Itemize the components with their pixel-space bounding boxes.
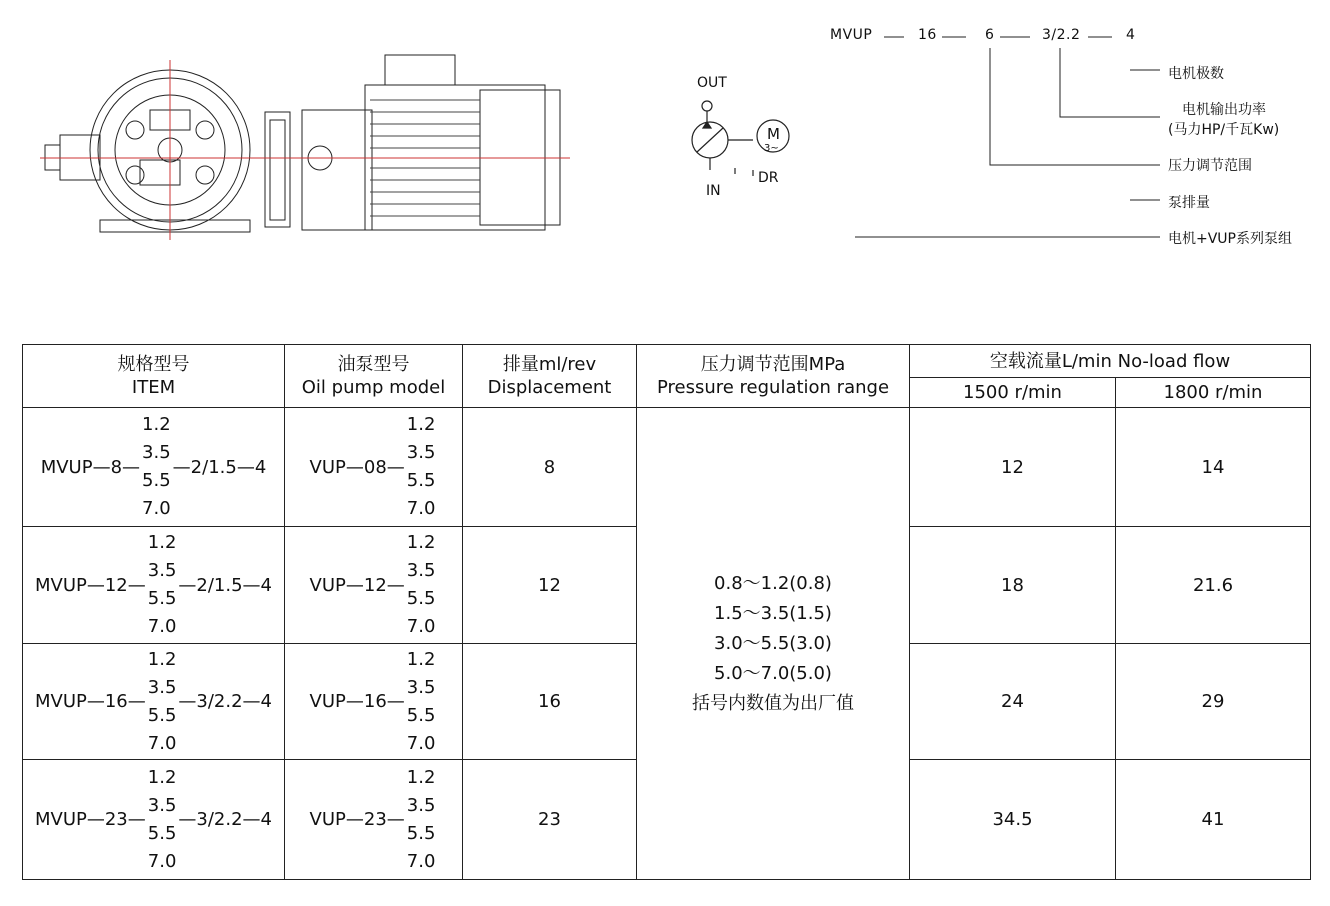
in-label: IN xyxy=(706,183,721,199)
legend-pump-set: 电机+VUP系列泵组 xyxy=(1168,231,1292,247)
flow-1800-cell: 21.6 xyxy=(1116,527,1311,644)
pump-cell: VUP—16— 1.2 3.5 5.5 7.0 xyxy=(285,644,463,760)
item-cell: MVUP—16— 1.2 3.5 5.5 7.0 —3/2.2—4 xyxy=(23,644,285,760)
table-row xyxy=(23,408,1311,527)
flow-1500-cell: 18 xyxy=(910,527,1116,644)
header-flow-1800: 1800 r/min xyxy=(1116,378,1311,408)
code-part-pressure: 6 xyxy=(985,27,995,43)
header-flow: 空载流量L/min No-load flow xyxy=(910,345,1311,378)
pressure-range-cell: 0.8～1.2(0.8) 1.5～3.5(1.5) 3.0～5.5(3.0) 5.0～7.0(5.0) 括号内数值为出厂值 xyxy=(637,408,910,880)
header-pump: 油泵型号 Oil pump model xyxy=(285,345,463,408)
header-displacement: 排量ml/rev Displacement xyxy=(463,345,637,408)
model-code-leader-lines xyxy=(0,0,1330,260)
displacement-cell: 12 xyxy=(463,527,637,644)
header-flow-1500: 1500 r/min xyxy=(910,378,1116,408)
flow-1800-cell: 14 xyxy=(1116,408,1311,527)
displacement-cell: 23 xyxy=(463,760,637,880)
legend-pressure-range: 压力调节范围 xyxy=(1168,158,1252,174)
code-part-poles: 4 xyxy=(1126,27,1136,43)
displacement-cell: 8 xyxy=(463,408,637,527)
pump-cell: VUP—08— 1.2 3.5 5.5 7.0 xyxy=(285,408,463,527)
spec-table xyxy=(22,344,1311,880)
item-cell: MVUP—12— 1.2 3.5 5.5 7.0 —2/1.5—4 xyxy=(23,527,285,644)
flow-1500-cell: 34.5 xyxy=(910,760,1116,880)
legend-power-units: (马力HP/千瓦Kw) xyxy=(1168,122,1280,138)
code-part-displacement: 16 xyxy=(918,27,937,43)
code-part-series: MVUP xyxy=(830,27,873,43)
flow-1500-cell: 24 xyxy=(910,644,1116,760)
displacement-cell: 16 xyxy=(463,644,637,760)
header-pressure: 压力调节范围MPa Pressure regulation range xyxy=(637,345,910,408)
item-cell: MVUP—8— 1.2 3.5 5.5 7.0 —2/1.5—4 xyxy=(23,408,285,527)
code-part-power: 3/2.2 xyxy=(1042,27,1081,43)
flow-1800-cell: 41 xyxy=(1116,760,1311,880)
out-label: OUT xyxy=(697,75,727,91)
legend-pump-displacement: 泵排量 xyxy=(1168,195,1210,211)
dr-label: DR xyxy=(758,170,779,186)
legend-motor-poles: 电机极数 xyxy=(1168,66,1224,82)
item-cell: MVUP—23— 1.2 3.5 5.5 7.0 —3/2.2—4 xyxy=(23,760,285,880)
motor-sub-label: 3~ xyxy=(764,143,779,154)
legend-motor-power: 电机输出功率 xyxy=(1182,102,1266,118)
flow-1800-cell: 29 xyxy=(1116,644,1311,760)
motor-label: M xyxy=(767,125,780,143)
header-item: 规格型号 ITEM xyxy=(23,345,285,408)
pump-cell: VUP—23— 1.2 3.5 5.5 7.0 xyxy=(285,760,463,880)
flow-1500-cell: 12 xyxy=(910,408,1116,527)
pump-cell: VUP—12— 1.2 3.5 5.5 7.0 xyxy=(285,527,463,644)
